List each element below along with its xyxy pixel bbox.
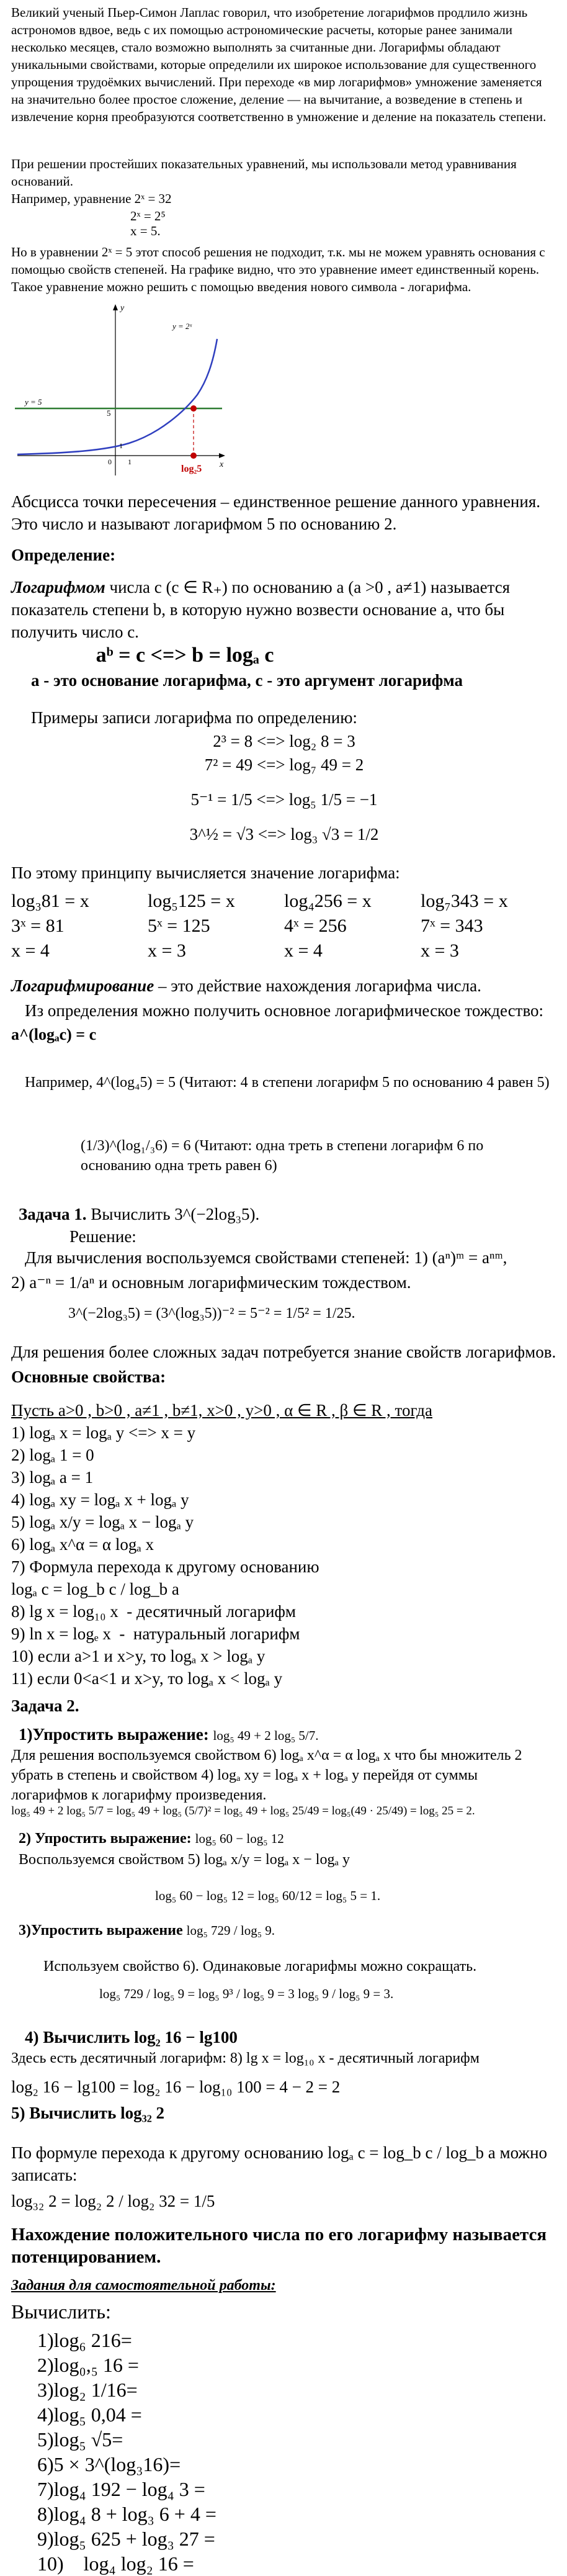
- task2-s4-calc: log₂ 16 − lg100 = log₂ 16 − log₁₀ 100 = 4 − 2 = 2: [11, 2078, 341, 2096]
- task1-text2: 2) a⁻ⁿ = 1/aⁿ и основным логарифмическим тождеством.: [11, 1273, 411, 1292]
- self-work-title: Задания для самостоятельной работы:: [11, 2277, 276, 2294]
- grid-col1-row3: x = 4: [11, 940, 50, 961]
- task1-header: [19, 1203, 552, 1225]
- curve-label: y = 2ˣ: [172, 322, 192, 331]
- self-work-item-4: 4)log₅ 0,04 =: [37, 2403, 142, 2426]
- task2-s3-header: [19, 1921, 552, 1940]
- task1-prompt: Вычислить 3^(−2log₃5).: [91, 1205, 260, 1223]
- property-8: 8) lg x = log₁₀ x - десятичный логарифм: [11, 1602, 297, 1621]
- task2-s4-text: Здесь есть десятичный логарифм: 8) lg x = log₁₀ x - десятичный логарифм: [11, 2050, 480, 2066]
- task2-s3-title: 3)Упростить выражение: [19, 1922, 183, 1939]
- properties-list: [11, 1421, 557, 1690]
- task2-s1-title: 1)Упростить выражение:: [19, 1725, 209, 1744]
- example-4: 3^½ = √3 <=> log₃ √3 = 1/2: [189, 825, 379, 844]
- tick-x1-label: 1: [128, 457, 132, 466]
- example-3: 5⁻¹ = 1/5 <=> log₅ 1/5 = −1: [190, 790, 378, 809]
- task1-after: Для решения более сложных задач потребуется знание свойств логарифмов.: [11, 1343, 556, 1361]
- task2-s2-text: Воспользуемся свойством 5) logₐ x/y = logₐ x − logₐ y: [19, 1852, 350, 1868]
- tick-1-label: 1: [119, 441, 123, 450]
- task2-s2-header: [19, 1829, 552, 1849]
- intro-no-method: Но в уравнении 2ˣ = 5 этот способ решения не подходит, т.к. мы не можем уравнять основания с помощью свойств степеней. На графике видно, что это уравнение имеет единственный корень. Такое уравнение можно решить с помощью введения нового символа - логарифма.: [11, 245, 545, 294]
- example-2: 7² = 49 <=> log₇ 49 = 2: [204, 755, 364, 774]
- property-6: 6) logₐ x^α = α logₐ x: [11, 1535, 154, 1554]
- task2-s1-calc: log₅ 49 + 2 log₅ 5/7 = log₅ 49 + log₅ (5/7)² = log₅ 49 + log₅ 25/49 = log₅(49 · 25/49) = log₅ 25 = 2.: [11, 1804, 475, 1817]
- grid-col2-row1: log₅125 = x: [148, 891, 235, 911]
- task1-text: Для вычисления воспользуемся свойствами степеней: 1) (aⁿ)ᵐ = aⁿᵐ,: [25, 1248, 507, 1267]
- task1-calc: 3^(−2log₃5) = (3^(log₃5))⁻² = 5⁻² = 1/5² = 1/25.: [68, 1305, 355, 1322]
- property-1: 1) logₐ x = logₐ y <=> x = y: [11, 1423, 196, 1442]
- identity-example-1: Например, 4^(log₄5) = 5 (Читают: 4 в степени логарифм 5 по основанию 4 равен 5): [25, 1074, 550, 1091]
- grid-col4-row3: x = 3: [421, 940, 459, 961]
- task1-solution-label: Решение:: [69, 1227, 136, 1246]
- y-axis-arrow: [113, 304, 118, 310]
- definition-heading: Определение:: [11, 546, 116, 564]
- self-work-item-10: 10) log₄ log₂ 16 =: [37, 2552, 194, 2575]
- task2-s3-expr: log₅ 729 / log₅ 9.: [186, 1923, 275, 1938]
- logarithming-text: [11, 975, 557, 997]
- self-work-item-3: 3)log₂ 1/16=: [37, 2379, 138, 2401]
- grid-col3-row3: x = 4: [284, 940, 323, 961]
- logarithming-body: – это действие нахождения логарифма числа.: [154, 976, 481, 995]
- intersection-point: [190, 405, 197, 412]
- logarithming-term: Логарифмирование: [11, 976, 154, 995]
- self-work-item-2: 2)log₀,₅ 16 =: [37, 2354, 139, 2376]
- definition-formula: aᵇ = c <=> b = logₐ c: [96, 644, 274, 667]
- identity-formula: a^(logₐc) = c: [11, 1025, 97, 1043]
- x-axis-arrow: [219, 453, 225, 458]
- property-4: 4) logₐ xy = logₐ x + logₐ y: [11, 1490, 189, 1509]
- task2-s3-text: Используем свойство 6). Одинаковые логарифмы можно сокращать.: [43, 1958, 477, 1975]
- self-work-item-7: 7)log₄ 192 − log₄ 3 =: [37, 2478, 205, 2500]
- intro-paragraph: Великий ученый Пьер-Симон Лаплас говорил, что изобретение логарифмов продлило жизнь астрономов вдвое, ведь с их помощью астрономические расчеты, которые ранее занимали несколько месяцев, стало возможно выполнять за считанные дни. Логарифмы обладают уникальными свойствами, которые определили их широкое использование для существенного упрощения трудоёмких вычислений. При переходе «в мир логарифмов» умножение заменяется на значительно более простое сложение, деление — на вычитание, а возведение в степень и извлечение корня преобразуются соответственно в умножение и деление на показатель степени.: [11, 5, 547, 124]
- task2-s1-header: [19, 1723, 552, 1745]
- exponential-graph: [11, 302, 228, 482]
- grid-col3-row2: 4ˣ = 256: [284, 916, 347, 936]
- identity-example-2: (1/3)^(log₁/₃6) = 6 (Читают: одна треть в степени логарифм 6 по основанию одна треть равен 6): [81, 1138, 484, 1174]
- property-11: 11) если 0<a<1 и x>y, то logₐ x < logₐ y: [11, 1669, 283, 1688]
- definition-text: [11, 576, 557, 643]
- line-label: y = 5: [25, 397, 42, 407]
- principle-text: По этому принципу вычисляется значение логарифма:: [11, 863, 400, 882]
- property-3: 3) logₐ a = 1: [11, 1468, 94, 1487]
- task2-s2-expr: log₅ 60 − log₅ 12: [195, 1831, 284, 1846]
- self-work-compute: Вычислить:: [11, 2300, 111, 2323]
- potentiation-text: Нахождение положительного числа по его логарифму называется потенцированием.: [11, 2225, 547, 2267]
- task2-s2-calc: log₅ 60 − log₅ 12 = log₅ 60/12 = log₅ 5 = 1.: [155, 1888, 381, 1903]
- definition-term: Логарифмом: [11, 578, 105, 597]
- self-work-item-8: 8)log₄ 8 + log₃ 6 + 4 =: [37, 2503, 217, 2525]
- grid-col4-row2: 7ˣ = 343: [421, 916, 483, 936]
- intro-eq1: 2ˣ = 2⁵: [130, 209, 166, 223]
- task2-s3-calc: log₅ 729 / log₅ 9 = log₅ 9³ / log₅ 9 = 3 log₅ 9 / log₅ 9 = 3.: [99, 1986, 394, 2001]
- example-1: 2³ = 8 <=> log₂ 8 = 3: [213, 732, 355, 750]
- log-examples-grid: [11, 889, 557, 963]
- root-label: log₂5: [181, 464, 202, 474]
- self-work-item-9: 9)log₅ 625 + log₃ 27 =: [37, 2528, 215, 2550]
- intro-method: При решении простейших показательных уравнений, мы использовали метод уравнивания оснований.: [11, 156, 517, 189]
- definition-body: числа c (c ∈ R₊) по основанию a (a >0 , a≠1) называется показатель степени b, в которую нужно возвести основание a, что бы получить число c.: [11, 578, 511, 641]
- properties-condition: Пусть a>0 , b>0 , a≠1 , b≠1, x>0 , y>0 , α ∈ R , β ∈ R , тогда: [11, 1401, 432, 1420]
- origin-label: 0: [108, 457, 112, 466]
- examples-heading: Примеры записи логарифма по определению:: [31, 708, 357, 727]
- property-5: 5) logₐ x/y = logₐ x − logₐ y: [11, 1513, 194, 1531]
- self-work-item-5: 5)log₅ √5=: [37, 2428, 123, 2451]
- abscissa-text: Абсцисса точки пересечения – единственное решение данного уравнения. Это число и называют логарифмом 5 по основанию 2.: [11, 492, 540, 533]
- property-9: 9) ln x = logₑ x - натуральный логарифм: [11, 1624, 300, 1643]
- exponential-curve: [17, 339, 217, 454]
- task2-s5-calc: log₃₂ 2 = log₂ 2 / log₂ 32 = 1/5: [11, 2192, 215, 2210]
- task2-s4-title: 4) Вычислить log₂ 16 − lg100: [25, 2028, 238, 2047]
- identity-intro: Из определения можно получить основное логарифмическое тождество:: [25, 1001, 544, 1020]
- task2-s5-title: 5) Вычислить log₃₂ 2: [11, 2104, 165, 2122]
- self-work-list: [37, 2328, 552, 2576]
- intro-example: Например, уравнение 2ˣ = 32: [11, 191, 172, 206]
- property-10: 10) если a>1 и x>y, то logₐ x > logₐ y: [11, 1647, 266, 1665]
- y-axis-label: y: [120, 304, 125, 313]
- property-7: 7) Формула перехода к другому основанию: [11, 1557, 319, 1576]
- grid-col1-row1: log₃81 = x: [11, 891, 89, 911]
- intro-eq2: x = 5.: [130, 223, 161, 238]
- task2-s1-expr: log₅ 49 + 2 log₅ 5/7.: [213, 1728, 319, 1743]
- tick-5-label: 5: [107, 408, 111, 418]
- grid-col1-row2: 3ˣ = 81: [11, 916, 65, 936]
- self-work-item-6: 6)5 × 3^(log₃16)=: [37, 2453, 181, 2475]
- root-point: [190, 453, 197, 459]
- task2-s5-text: По формуле перехода к другому основанию logₐ c = log_b c / log_b a можно записать:: [11, 2143, 548, 2184]
- grid-col2-row3: x = 3: [148, 940, 186, 961]
- task2-s1-text: Для решения воспользуемся свойством 6) logₐ x^α = α logₐ x что бы множитель 2 убрать в степень и свойством 4) logₐ xy = logₐ x + logₐ y перейдя от суммы логарифмов к логарифму произведения.: [11, 1747, 522, 1803]
- task2-title: Задача 2.: [11, 1696, 79, 1715]
- self-work-item-1: 1)log₆ 216=: [37, 2329, 132, 2351]
- grid-col2-row2: 5ˣ = 125: [148, 916, 210, 936]
- grid-col4-row1: log₇343 = x: [421, 891, 508, 911]
- task1-title: Задача 1.: [19, 1205, 87, 1223]
- property-2: 2) logₐ 1 = 0: [11, 1446, 94, 1464]
- task2-s2-title: 2) Упростить выражение:: [19, 1831, 192, 1847]
- property-7-formula: logₐ c = log_b c / log_b a: [11, 1580, 179, 1598]
- definition-note: a - это основание логарифма, c - это аргумент логарифма: [31, 671, 463, 690]
- grid-col3-row1: log₄256 = x: [284, 891, 372, 911]
- properties-heading: Основные свойства:: [11, 1367, 166, 1386]
- x-axis-label: x: [220, 460, 224, 469]
